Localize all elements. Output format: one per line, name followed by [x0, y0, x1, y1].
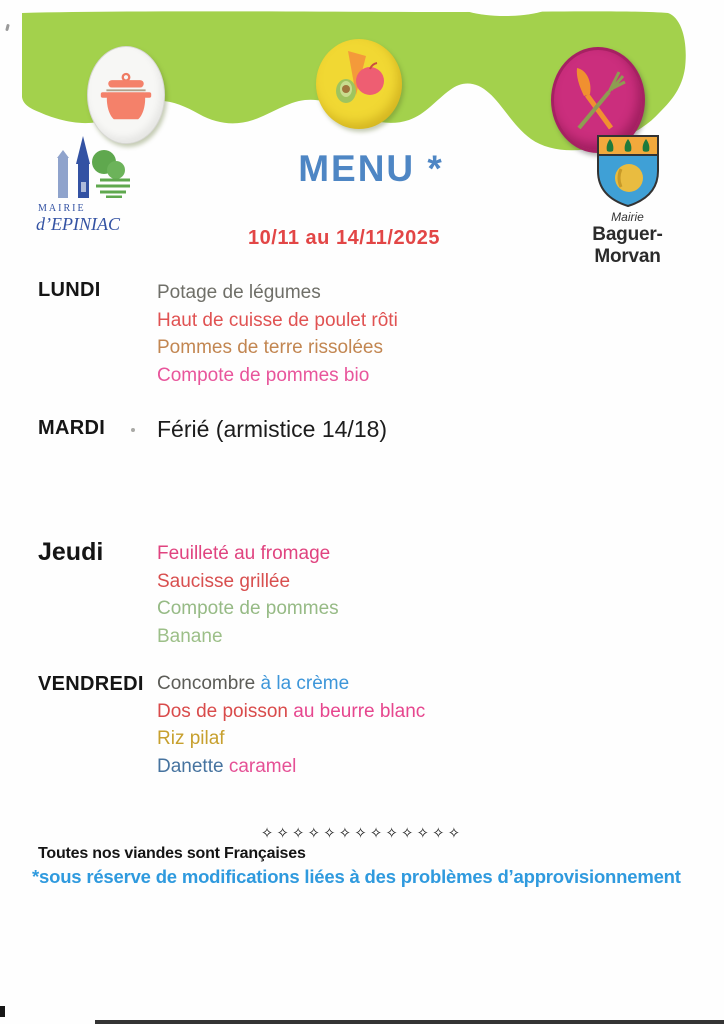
menu-item: Compote de pommes bio: [157, 364, 370, 386]
fruits-icon: [326, 49, 392, 119]
day-label: Jeudi: [38, 538, 104, 566]
day-row-lundi: [38, 279, 398, 389]
menu-item: Feuilleté au fromage: [157, 543, 331, 564]
scan-speck: [0, 1006, 5, 1017]
day-row-mardi: [38, 414, 387, 444]
menu-item: Riz pilaf: [157, 728, 225, 749]
scan-edge-bar: [95, 1020, 724, 1024]
scan-speck: [131, 428, 135, 432]
page-title: MENU *: [298, 148, 444, 189]
menu-item: Saucisse grillée: [157, 570, 291, 592]
pot-badge: [87, 46, 165, 144]
menu-disclaimer: *sous réserve de modifications liées à des problèmes d’approvisionnement: [32, 866, 681, 887]
menu-item: Compote de pommes: [157, 598, 339, 619]
day-label: VENDREDI: [38, 673, 144, 695]
day-row-vendredi: [38, 670, 425, 780]
menu-item: Pommes de terre rissolées: [157, 337, 383, 358]
menu-item: Haut de cuisse de poulet rôti: [157, 309, 398, 331]
baguer-mairie-label: Mairie: [611, 210, 644, 224]
menu-item: Concombre à la crème: [157, 673, 350, 694]
baguer-name-label: Baguer-Morvan: [592, 224, 663, 267]
baguer-shield-icon: [593, 133, 663, 209]
day-row-jeudi: [38, 538, 339, 650]
knife-fork-icon: [565, 62, 631, 138]
epiniac-mairie-label: MAIRIE: [38, 203, 86, 214]
menu-item: Potage de légumes: [157, 282, 321, 303]
diamond-divider: ✧✧✧✧✧✧✧✧✧✧✧✧✧: [260, 824, 464, 842]
date-range: 10/11 au 14/11/2025: [248, 227, 440, 249]
menu-item: Banane: [157, 625, 223, 647]
meat-origin-notice: Toutes nos viandes sont Françaises: [38, 845, 306, 862]
fruit-badge: [316, 39, 402, 129]
menu-item: Férié (armistice 14/18): [157, 416, 388, 442]
epiniac-name-label: d’EPINIAC: [36, 214, 120, 234]
day-label: LUNDI: [38, 279, 101, 301]
pot-icon: [98, 64, 154, 126]
day-label: MARDI: [38, 417, 106, 439]
menu-item: Danette caramel: [157, 755, 297, 777]
menu-item: Dos de poisson au beurre blanc: [157, 700, 426, 722]
